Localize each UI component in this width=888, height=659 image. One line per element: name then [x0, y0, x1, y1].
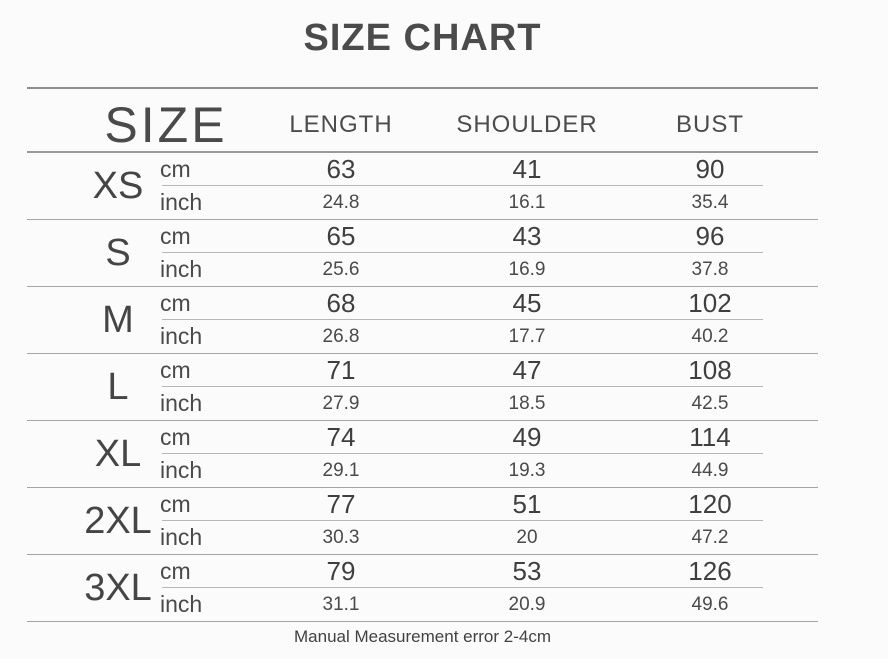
cm-subrow [27, 421, 818, 453]
inch-subrow [27, 387, 818, 420]
measurement-note: Manual Measurement error 2-4cm [294, 627, 551, 646]
inch-length-value: 29.1 [322, 460, 360, 481]
cm-length-value: 65 [326, 221, 356, 251]
cm-subrow [27, 354, 818, 386]
unit-label-inch: inch [160, 323, 203, 349]
column-header-shoulder: SHOULDER [456, 111, 598, 138]
unit-label-inch: inch [160, 189, 203, 215]
cm-shoulder-value: 49 [512, 422, 542, 452]
size-table-body [27, 153, 818, 622]
column-header-length: LENGTH [289, 111, 393, 138]
inch-length-value: 24.8 [322, 192, 360, 213]
inch-subrow [27, 588, 818, 621]
unit-label-cm: cm [160, 289, 191, 316]
cm-bust-value: 96 [695, 221, 725, 251]
unit-label-cm: cm [160, 222, 191, 249]
cm-bust-value: 108 [688, 355, 732, 385]
size-label: 2XL [84, 500, 152, 542]
cm-bust-value: 102 [688, 288, 732, 318]
column-header-size: SIZE [104, 97, 228, 153]
inch-shoulder-value: 16.1 [508, 192, 546, 213]
inch-bust-value: 44.9 [691, 460, 729, 481]
inch-length-value: 30.3 [322, 527, 360, 548]
cm-length-value: 68 [326, 288, 356, 318]
inch-bust-value: 42.5 [691, 393, 729, 414]
unit-label-cm: cm [160, 557, 191, 584]
inch-bust-value: 37.8 [691, 259, 729, 280]
cm-subrow [27, 220, 818, 252]
size-row-group [27, 421, 818, 488]
unit-label-inch: inch [160, 591, 203, 617]
inch-subrow [27, 521, 818, 554]
size-row-group [27, 220, 818, 287]
cm-subrow [27, 287, 818, 319]
inch-shoulder-value: 20 [516, 527, 538, 548]
inch-shoulder-value: 17.7 [508, 326, 546, 347]
size-label: 3XL [84, 567, 152, 609]
cm-length-value: 77 [326, 489, 356, 519]
cm-length-value: 63 [326, 154, 356, 184]
cm-shoulder-value: 47 [512, 355, 542, 385]
size-label: XL [94, 433, 142, 475]
column-header-bust: BUST [675, 111, 744, 138]
unit-label-inch: inch [160, 457, 203, 483]
inch-length-value: 27.9 [322, 393, 360, 414]
cm-shoulder-value: 45 [512, 288, 542, 318]
inch-bust-value: 35.4 [691, 192, 729, 213]
inch-subrow [27, 186, 818, 219]
size-row-group [27, 153, 818, 220]
cm-shoulder-value: 51 [512, 489, 542, 519]
inch-subrow [27, 253, 818, 286]
cm-shoulder-value: 53 [512, 556, 542, 586]
cm-length-value: 79 [326, 556, 356, 586]
cm-bust-value: 114 [689, 422, 731, 452]
inch-shoulder-value: 20.9 [508, 594, 546, 615]
cm-subrow [27, 153, 818, 185]
size-label: S [105, 232, 131, 274]
size-row-group [27, 287, 818, 354]
inch-length-value: 25.6 [322, 259, 360, 280]
inch-bust-value: 47.2 [691, 527, 729, 548]
cm-shoulder-value: 43 [512, 221, 542, 251]
cm-subrow [27, 555, 818, 587]
cm-length-value: 74 [326, 422, 356, 452]
table-header-row [27, 89, 818, 153]
size-row-group [27, 488, 818, 555]
inch-length-value: 26.8 [322, 326, 360, 347]
size-row-group [27, 354, 818, 421]
size-label: M [102, 299, 134, 341]
unit-label-cm: cm [160, 155, 191, 182]
inch-bust-value: 40.2 [691, 326, 729, 347]
unit-label-inch: inch [160, 390, 203, 416]
cm-shoulder-value: 41 [512, 154, 542, 184]
size-row-group [27, 555, 818, 622]
unit-label-inch: inch [160, 524, 203, 550]
unit-label-cm: cm [160, 490, 191, 517]
size-chart [27, 0, 818, 659]
cm-bust-value: 120 [688, 489, 732, 519]
inch-subrow [27, 454, 818, 487]
inch-bust-value: 49.6 [691, 594, 729, 615]
inch-length-value: 31.1 [322, 594, 360, 615]
inch-shoulder-value: 16.9 [508, 259, 546, 280]
unit-label-inch: inch [160, 256, 203, 282]
inch-subrow [27, 320, 818, 353]
size-table [27, 89, 818, 622]
cm-bust-value: 90 [695, 154, 725, 184]
unit-label-cm: cm [160, 423, 191, 450]
inch-shoulder-value: 19.3 [508, 460, 546, 481]
unit-label-cm: cm [160, 356, 191, 383]
inch-shoulder-value: 18.5 [508, 393, 546, 414]
cm-bust-value: 126 [688, 556, 732, 586]
size-label: XS [92, 165, 144, 207]
size-label: L [107, 366, 129, 408]
cm-length-value: 71 [326, 355, 356, 385]
cm-subrow [27, 488, 818, 520]
chart-title: SIZE CHART [303, 17, 542, 59]
